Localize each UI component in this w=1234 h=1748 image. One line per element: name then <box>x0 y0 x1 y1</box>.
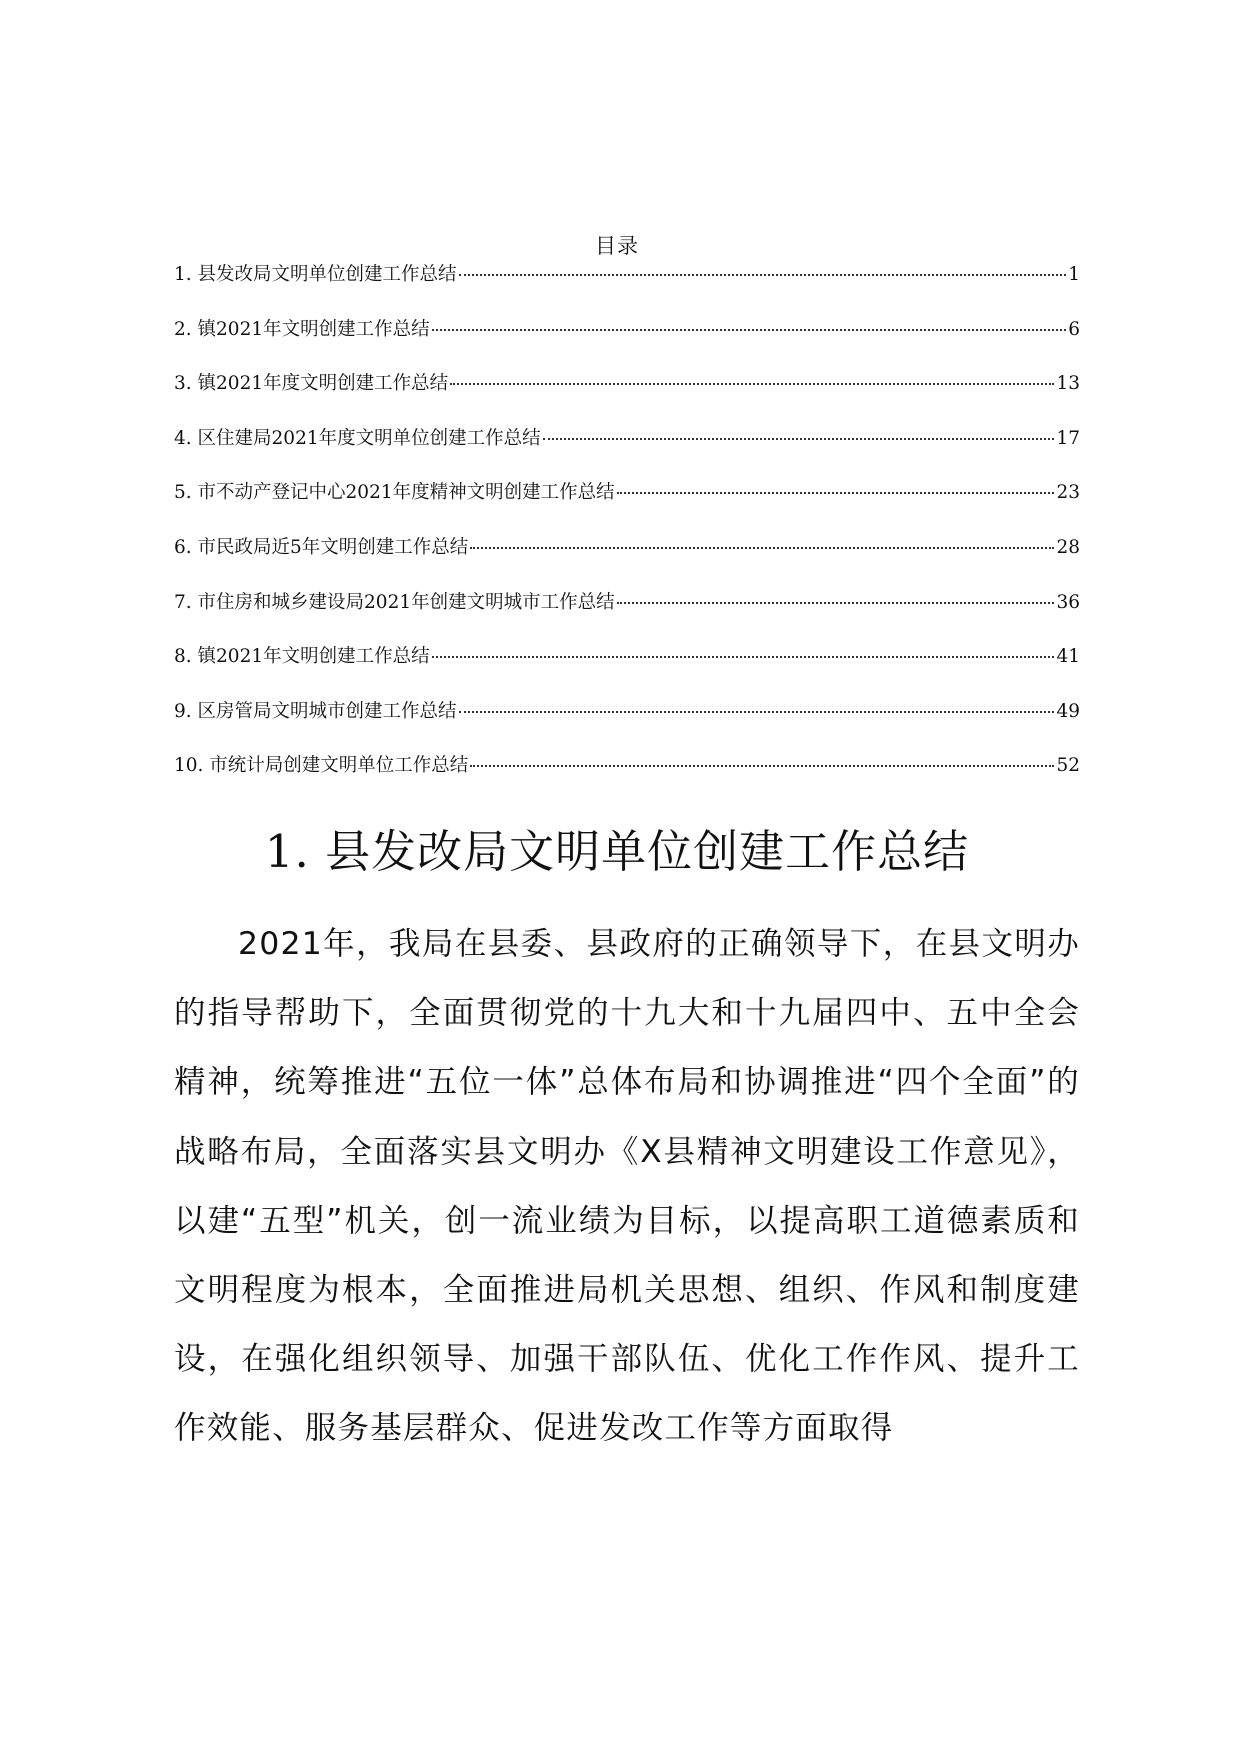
toc-dot-leader <box>617 601 1055 604</box>
toc-entry-title: 3. 镇2021年度文明创建工作总结 <box>174 373 449 395</box>
toc-entry-title: 6. 市民政局近5年文明创建工作总结 <box>174 536 469 558</box>
section-title: 1. 县发改局文明单位创建工作总结 <box>264 825 970 878</box>
toc-entry-page: 6 <box>1068 318 1080 340</box>
toc-entry[interactable] <box>174 262 1080 317</box>
toc-dot-leader <box>432 328 1067 331</box>
toc-entry-page: 36 <box>1056 591 1080 613</box>
toc-dot-leader <box>459 273 1067 276</box>
toc-entry-page: 49 <box>1056 700 1080 722</box>
toc-dot-leader <box>617 491 1055 494</box>
toc-heading: 目录 <box>595 234 639 258</box>
toc-entry[interactable] <box>174 535 1080 590</box>
toc-entry-title: 5. 市不动产登记中心2021年度精神文明创建工作总结 <box>174 482 615 504</box>
toc-dot-leader <box>459 710 1055 713</box>
toc-entry-title: 2. 镇2021年文明创建工作总结 <box>174 318 430 340</box>
toc-entry-title: 1. 县发改局文明单位创建工作总结 <box>174 264 457 285</box>
toc-dot-leader <box>543 437 1055 440</box>
toc-entry-page: 41 <box>1056 646 1080 668</box>
toc-entry-title: 7. 市住房和城乡建设局2021年创建文明城市工作总结 <box>174 591 615 613</box>
toc-entry-title: 4. 区住建局2021年度文明单位创建工作总结 <box>174 427 541 449</box>
toc-entry[interactable] <box>174 480 1080 535</box>
toc-entry-page: 23 <box>1056 482 1080 504</box>
toc-entry-page: 17 <box>1056 427 1080 449</box>
toc-dot-leader <box>450 382 1054 385</box>
toc-entry[interactable] <box>174 644 1080 699</box>
toc-entry-page: 13 <box>1056 373 1080 395</box>
toc-entry-page: 52 <box>1056 755 1080 777</box>
toc-entry-title: 8. 镇2021年文明创建工作总结 <box>174 646 430 668</box>
toc-entry-page: 1 <box>1068 264 1080 285</box>
toc-entry-title: 10. 市统计局创建文明单位工作总结 <box>174 755 469 777</box>
toc-entry[interactable] <box>174 753 1080 808</box>
toc-entry[interactable] <box>174 590 1080 645</box>
toc-entry[interactable] <box>174 371 1080 426</box>
toc-entry[interactable] <box>174 699 1080 754</box>
toc-dot-leader <box>470 546 1054 549</box>
toc-entry-title: 9. 区房管局文明城市创建工作总结 <box>174 700 457 722</box>
body-paragraph: 2021年，我局在县委、县政府的正确领导下，在县文明办的指导帮助下，全面贯彻党的十九大和十九届四中、五中全会精神，统筹推进“五位一体”总体布局和协调推进“四个全面”的战略布局，全面落实县文明办《X县精神文明建设工作意见》，以建“五型”机关，创一流业绩为目标，以提高职工道德素质和文明程度为根本，全面推进局机关思想、组织、作风和制度建设，在强化组织领导、加强干部队伍、优化工作作风、提升工作效能、服务基层群众、促进发改工作等方面取得 <box>174 926 1080 1447</box>
table-of-contents <box>174 262 1080 808</box>
toc-dot-leader <box>432 655 1055 658</box>
toc-entry[interactable] <box>174 317 1080 372</box>
toc-entry-page: 28 <box>1056 536 1080 558</box>
toc-entry[interactable] <box>174 426 1080 481</box>
toc-dot-leader <box>470 764 1054 767</box>
